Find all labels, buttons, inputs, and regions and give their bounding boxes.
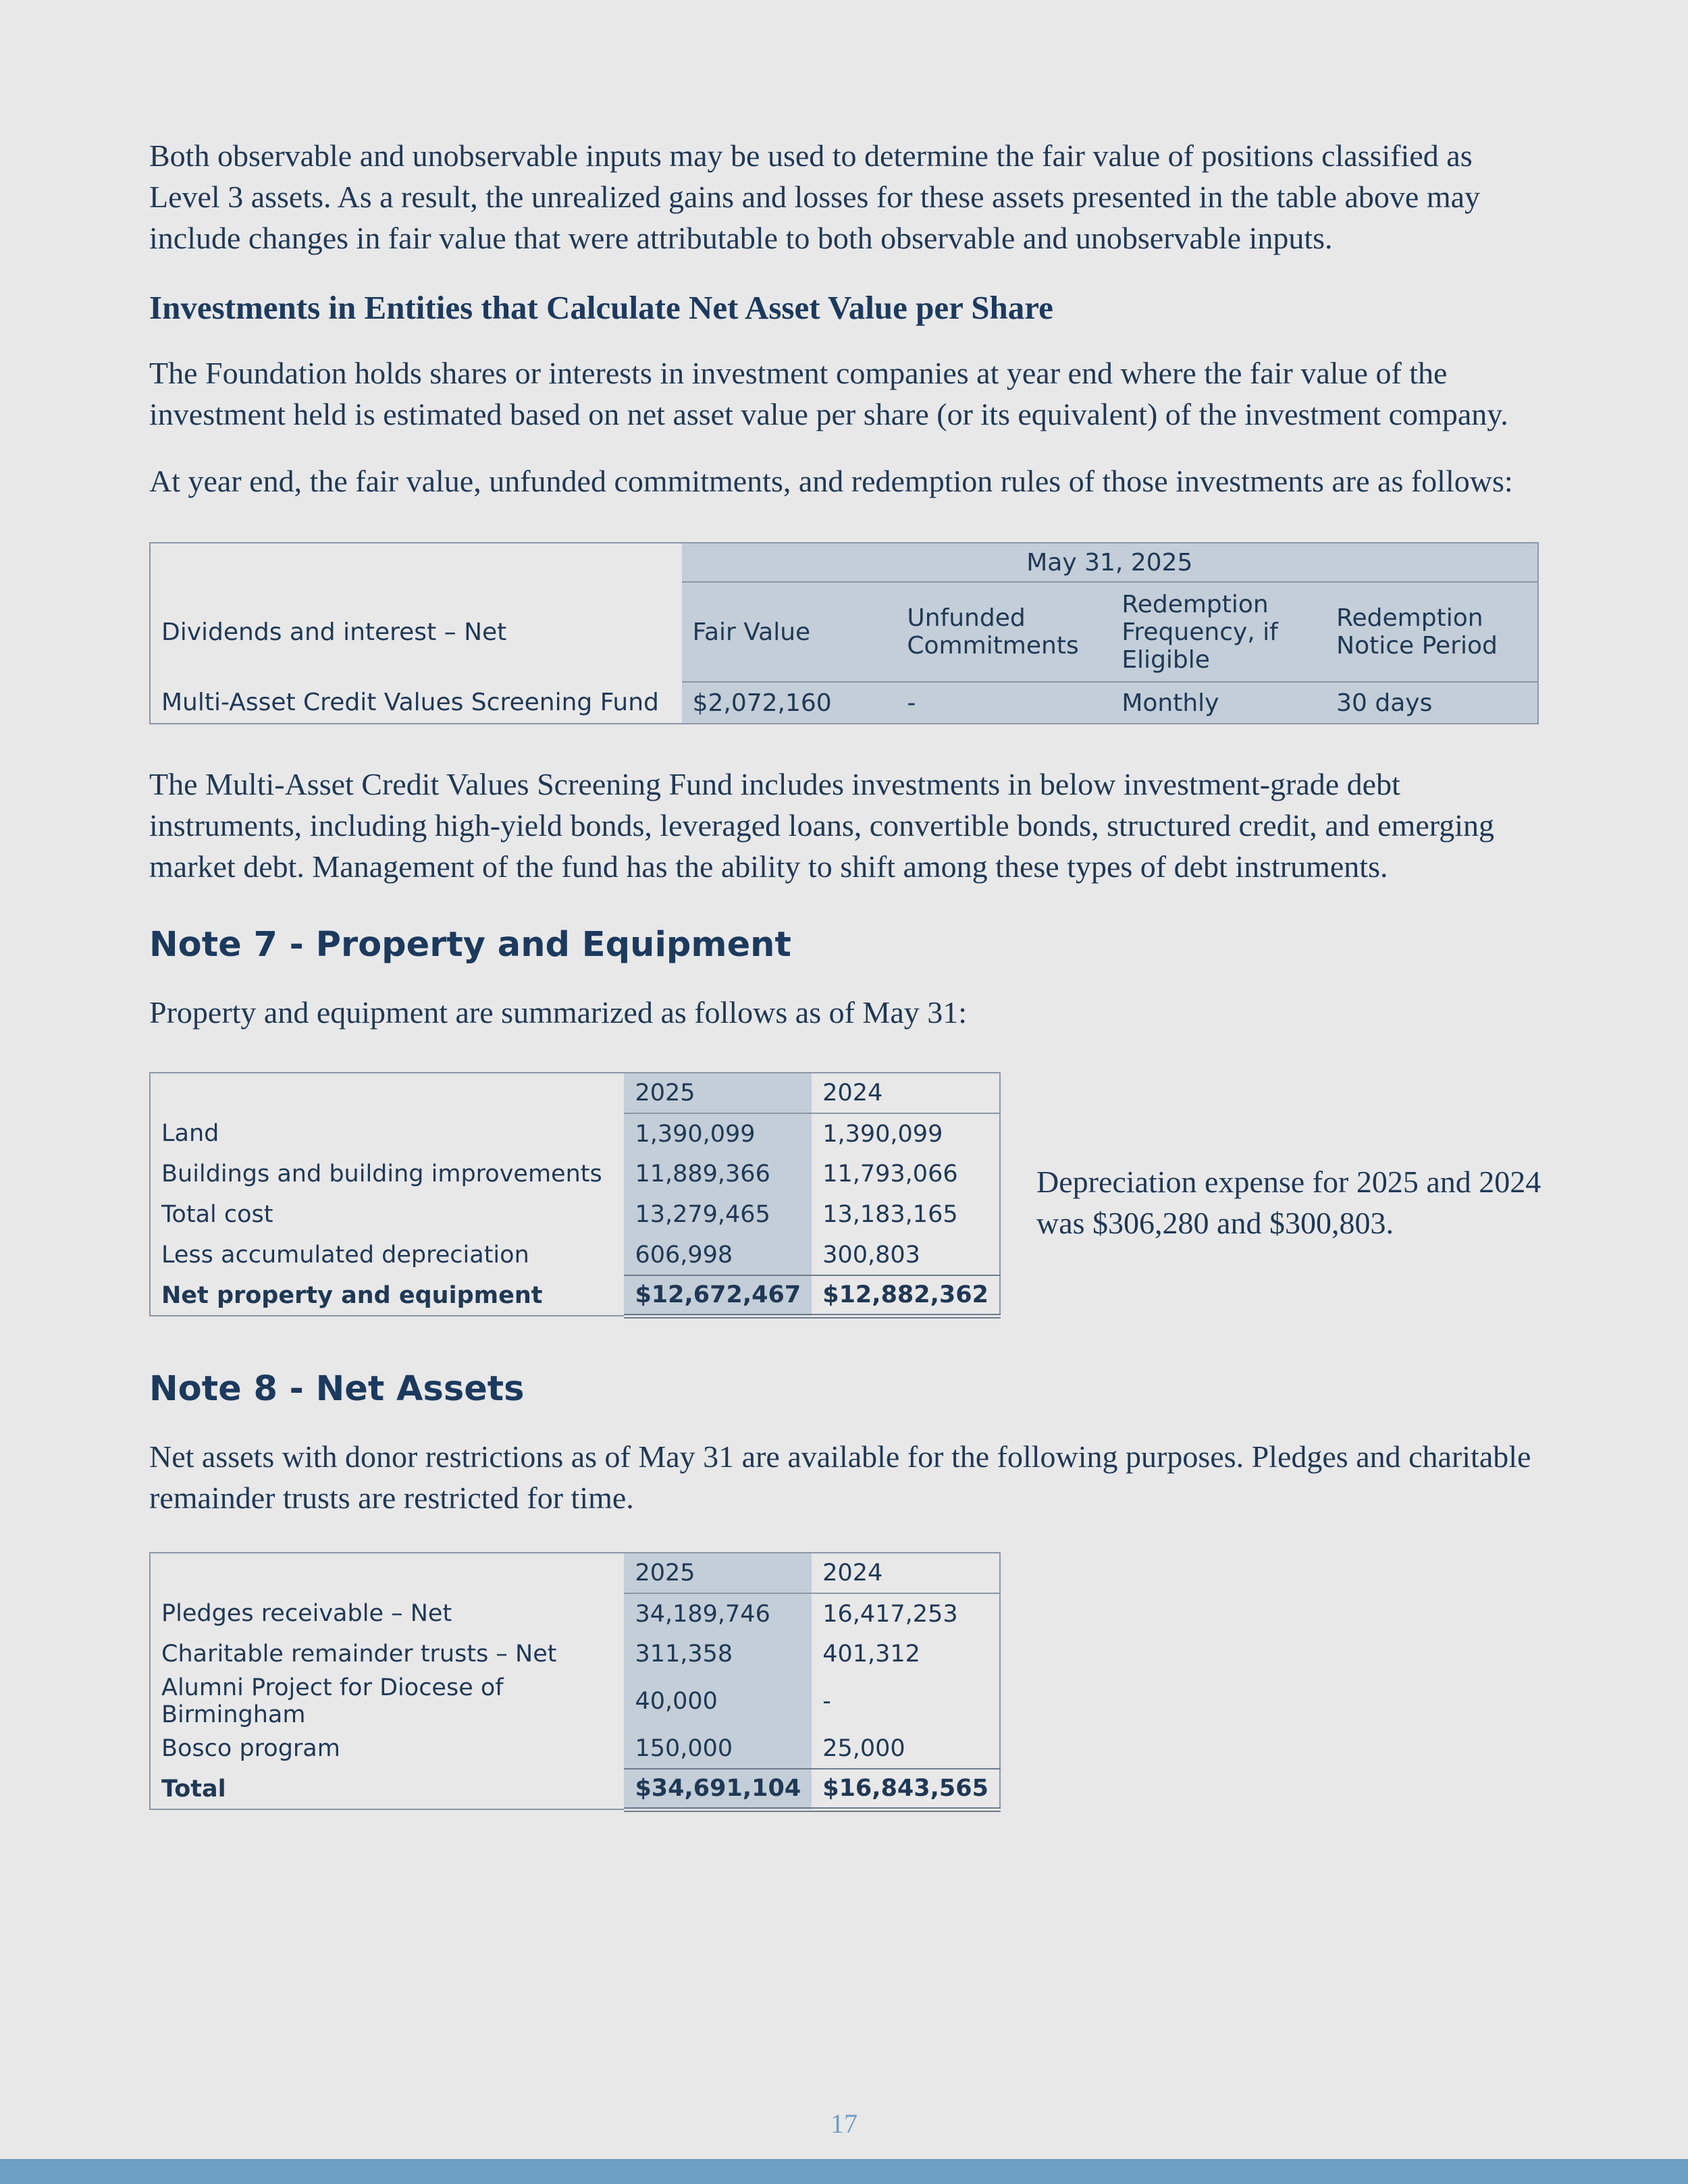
row-label: Land [161,1120,219,1147]
row-value-2024: 401,312 [822,1641,920,1668]
row-label: Buildings and building improvements [161,1161,602,1188]
row-value-2025: 1,390,099 [624,1113,812,1154]
net-assets-col-2025: 2025 [624,1553,812,1593]
fund-unfunded: - [896,682,1111,724]
footer-bar [0,2159,1688,2184]
row-value-2024: 13,183,165 [822,1201,958,1228]
net-assets-corner [150,1553,624,1593]
row-value-2025: 40,000 [624,1674,812,1728]
total-label: Total [161,1775,226,1803]
net-assets-col-2024: 2024 [812,1553,1000,1593]
property-table-corner [150,1073,624,1113]
nav-table-row-header: Dividends and interest – Net [161,618,507,646]
total-value-2025: $34,691,104 [624,1769,812,1809]
fund-notice: 30 days [1325,682,1538,724]
row-value-2025: 34,189,746 [624,1593,812,1634]
row-value-2025: 13,279,465 [624,1194,812,1235]
fund-name: Multi-Asset Credit Values Screening Fund [161,689,659,716]
page-content [149,135,1547,1812]
row-value-2024: 1,390,099 [822,1120,943,1148]
col-fair-value: Fair Value [682,582,897,682]
property-col-2024: 2024 [812,1073,1000,1113]
fund-frequency: Monthly [1111,682,1325,724]
net-assets-table [149,1552,1001,1812]
nav-table-corner [150,543,682,582]
nav-paragraph-1: The Foundation holds shares or interests in investment companies at year end where the fair value of the investment held is estimated based on net asset value per share (or its equivalent) of the investment company. [149,356,1508,431]
row-label: Less accumulated depreciation [161,1242,529,1269]
row-label: Bosco program [161,1735,340,1762]
nav-investments-table [149,542,1539,724]
property-equipment-table [149,1072,1001,1319]
col-unfunded-commitments: Unfunded Commitments [896,582,1111,682]
row-value-2025: 606,998 [624,1235,812,1275]
nav-section-heading: Investments in Entities that Calculate Net Asset Value per Share [149,289,1053,326]
table-row [150,1728,1000,1769]
col-redemption-frequency: Redemption Frequency, if Eligible [1111,582,1325,682]
nav-paragraph-2: At year end, the fair value, unfunded commitments, and redemption rules of those investments are as follows: [149,464,1513,498]
table-row [150,1194,1000,1235]
row-value-2025: 150,000 [624,1728,812,1769]
intro-paragraph: Both observable and unobservable inputs may be used to determine the fair value of positions classified as Level 3 assets. As a result, the unrealized gains and losses for these assets presented in the table above may include changes in fair value that were attributable to both observable and unobservable inputs. [149,138,1481,255]
note8-paragraph: Net assets with donor restrictions as of May 31 are available for the following purposes. Pledges and charitable remainder trusts are restricted for time. [149,1439,1531,1515]
total-value-2024: $12,882,362 [812,1275,1000,1316]
row-label: Total cost [161,1201,273,1228]
row-value-2024: - [822,1688,831,1715]
row-value-2024: 25,000 [812,1728,1000,1769]
row-value-2024: 16,417,253 [822,1600,958,1628]
row-value-2024: 11,793,066 [822,1161,958,1188]
row-label: Pledges receivable – Net [161,1600,452,1627]
fund-fair-value: $2,072,160 [682,682,897,724]
note7-block [149,1072,1547,1330]
total-value-2024: $16,843,565 [812,1769,1000,1809]
col-redemption-notice: Redemption Notice Period [1325,582,1538,682]
total-value-2025: $12,672,467 [624,1275,812,1316]
row-value-2024: 300,803 [812,1235,1000,1275]
total-row [150,1769,1000,1809]
row-value-2025: 11,889,366 [624,1154,812,1194]
table-row [150,1593,1000,1634]
depreciation-note: Depreciation expense for 2025 and 2024 was $306,280 and $300,803. [1036,1165,1541,1240]
total-label: Net property and equipment [161,1281,543,1309]
table-row [150,682,1538,724]
note7-paragraph: Property and equipment are summarized as follows as of May 31: [149,995,968,1030]
note7-heading: Note 7 - Property and Equipment [149,925,791,965]
row-value-2025: 311,358 [624,1634,812,1674]
page-number: 17 [830,2108,858,2139]
table-row [150,1154,1000,1194]
nav-paragraph-3: The Multi-Asset Credit Values Screening Fund includes investments in below investment-grade debt instruments, including high-yield bonds, leveraged loans, convertible bonds, structured credit, and emerging market debt. Management of the fund has the ability to shift among these types of debt instruments. [149,767,1495,884]
note8-heading: Note 8 - Net Assets [149,1369,525,1409]
table-row [150,1113,1000,1154]
nav-table-period: May 31, 2025 [682,543,1538,582]
property-col-2025: 2025 [624,1073,812,1113]
table-row [150,1634,1000,1674]
row-label: Charitable remainder trusts – Net [161,1641,557,1668]
table-row [150,1674,1000,1728]
total-row [150,1275,1000,1316]
row-label: Alumni Project for Diocese of Birmingham [161,1674,504,1728]
table-row [150,1235,1000,1275]
